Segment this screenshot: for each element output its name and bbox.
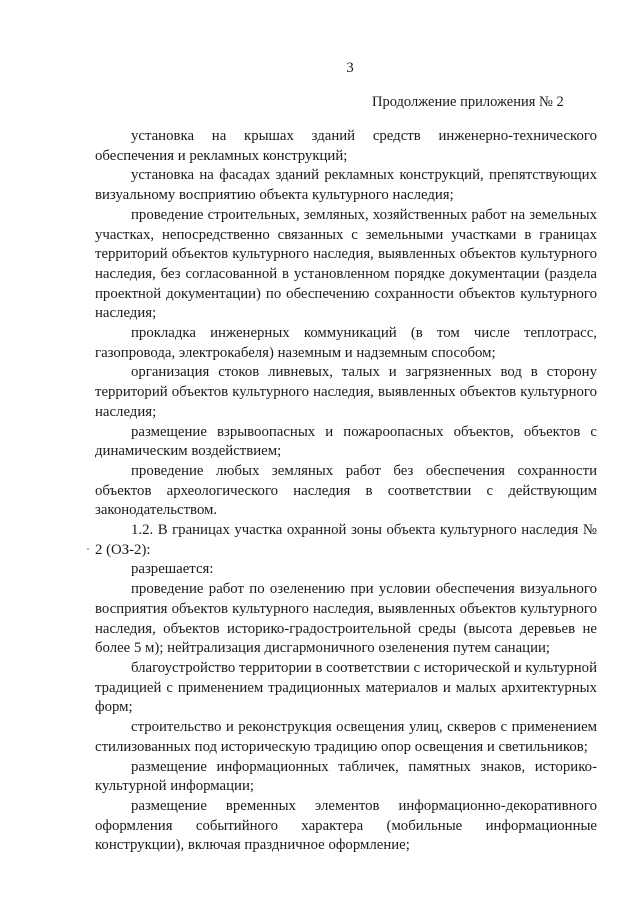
paragraph: проведение строительных, земляных, хозяйственных работ на земельных участках, непосредственно связанных с земельными участками в границах территорий объектов культурного наследия, выявленных объектов культурного наследия, без согласованной в установленном порядке документации (раздела проектной документации) по обеспечению сохранности объектов культурного наследия; [95, 206, 597, 322]
paragraph: установка на фасадах зданий рекламных конструкций, препятствующих визуальному восприятию объекта культурного наследия; [95, 167, 597, 204]
paragraph: размещение временных элементов информационно-декоративного оформления событийного характера (мобильные информационные конструкции), включая праздничное оформление; [95, 797, 597, 854]
page-number: 3 [346, 60, 354, 76]
paragraph: строительство и реконструкция освещения улиц, скверов с применением стилизованных под историческую традицию опор освещения и светильников; [95, 719, 597, 755]
paragraph: установка на крышах зданий средств инженерно-технического обеспечения и рекламных конструкций; [95, 128, 597, 164]
paragraph: прокладка инженерных коммуникаций (в том числе теплотрасс, газопровода, электрокабеля) наземным и надземным способом; [95, 325, 597, 361]
permitted-label: разрешается: [131, 561, 214, 578]
paragraph: благоустройство территории в соответствии с исторической и культурной традицией с применением традиционных материалов и малых архитектурных форм; [95, 659, 597, 716]
appendix-continuation-note: Продолжение приложения № 2 [372, 94, 564, 110]
paragraph: размещение информационных табличек, памятных знаков, историко-культурной информации; [95, 758, 597, 795]
paragraph: проведение работ по озеленению при условии обеспечения визуального восприятия объектов культурного наследия, выявленных объектов культурного наследия, объектов историко-градостроительной среды (высота деревьев не более 5 м); нейтрализация дисгармоничного озеленения путем санации; [95, 581, 597, 657]
section-heading: 1.2. В границах участка охранной зоны объекта культурного наследия № 2 (ОЗ-2): [95, 522, 597, 558]
scan-artifact [87, 548, 89, 550]
paragraph: проведение любых земляных работ без обеспечения сохранности объектов археологического наследия в соответствии с действующим законодательством. [95, 462, 597, 519]
document-body [95, 127, 597, 856]
paragraph: организация стоков ливневых, талых и загрязненных вод в сторону территорий объектов культурного наследия, выявленных объектов культурного наследия; [95, 364, 597, 420]
paragraph: размещение взрывоопасных и пожароопасных объектов, объектов с динамическим воздействием; [95, 423, 597, 460]
